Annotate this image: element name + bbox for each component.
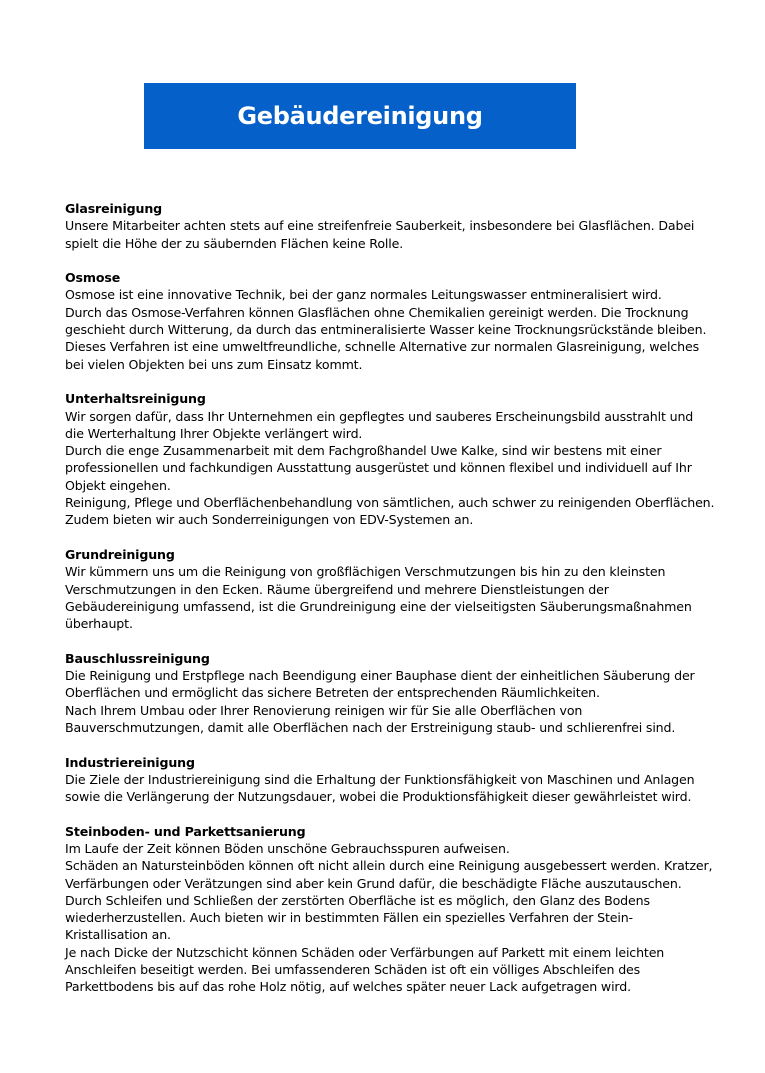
paragraph: Unsere Mitarbeiter achten stets auf eine streifenfreie Sauberkeit, insbesondere bei Glasflächen. Dabei spielt die Höhe der zu säubernden Flächen keine Rolle.: [65, 218, 695, 251]
page-title: Gebäudereinigung: [237, 102, 483, 130]
paragraph: Je nach Dicke der Nutzschicht können Schäden oder Verfärbungen auf Parkett mit einem leichten Anschleifen beseitigt werden. Bei umfassenderen Schäden ist oft ein völliges Abschleifen des Parkettbodens bis auf das rohe Holz nötig, auf welches später neuer Lack aufgetragen wird.: [65, 944, 665, 995]
paragraph: Dieses Verfahren ist eine umweltfreundliche, schnelle Alternative zur normalen Glasreinigung, welches bei vielen Objekten bei uns zum Einsatz kommt.: [65, 339, 699, 372]
paragraph: Die Ziele der Industriereinigung sind die Erhaltung der Funktionsfähigkeit von Maschinen und Anlagen sowie die Verlängerung der Nutzungsdauer, wobei die Produktionsfähigkeit dieser gewährleistet wird.: [65, 771, 695, 805]
section-heading: Industriereinigung: [65, 754, 195, 770]
paragraph: Wir kümmern uns um die Reinigung von großflächigen Verschmutzungen bis hin zu den kleinsten Verschmutzungen in den Ecken. Räume übergreifend und mehrere Dienstleistungen der Gebäudereinigung umfassend, ist die Grundreinigung eine der vielseitigsten Säuberungsmaßnahmen überhaupt.: [65, 564, 692, 632]
section-unterhaltsreinigung: [65, 390, 715, 528]
paragraph: Durch das Osmose-Verfahren können Glasflächen ohne Chemikalien gereinigt werden. Die Trocknung geschieht durch Witterung, da durch das entmineralisierte Wasser keine Trocknungsrückstände bleiben.: [65, 304, 707, 338]
paragraph: Die Reinigung und Erstpflege nach Beendigung einer Bauphase dient der einheitlichen Säuberung der Oberflächen und ermöglicht das sichere Betreten der entsprechenden Räumlichkeiten.: [65, 668, 695, 701]
paragraph: Nach Ihrem Umbau oder Ihrer Renovierung reinigen wir für Sie alle Oberflächen von Bauverschmutzungen, damit alle Oberflächen nach der Erstreinigung staub- und schlierenfrei sind.: [65, 702, 676, 735]
section-heading: Osmose: [65, 270, 121, 286]
section-heading: Steinboden- und Parkettsanierung: [65, 823, 306, 839]
paragraph: Zudem bieten wir auch Sonderreinigungen von EDV-Systemen an.: [65, 512, 474, 528]
section-heading: Glasreinigung: [65, 201, 163, 216]
section-grundreinigung: [65, 546, 715, 632]
document-body: [65, 200, 715, 1013]
paragraph: Reinigung, Pflege und Oberflächenbehandlung von sämtlichen, auch schwer zu reinigenden Oberflächen.: [65, 495, 715, 511]
section-steinboden-parkettsanierung: [65, 823, 715, 996]
paragraph: Durch Schleifen und Schließen der zerstörten Oberfläche ist es möglich, den Glanz des Bodens wiederherzustellen. Auch bieten wir in bestimmten Fällen ein spezielles Verfahren der Stein-Kristallisation an.: [65, 892, 650, 943]
section-heading: Grundreinigung: [65, 546, 175, 562]
paragraph: Wir sorgen dafür, dass Ihr Unternehmen ein gepflegtes und sauberes Erscheinungsbild ausstrahlt und die Werterhaltung Ihrer Objekte verlängert wird.: [65, 408, 694, 441]
title-banner: [144, 83, 576, 149]
section-osmose: [65, 269, 715, 373]
paragraph: Im Laufe der Zeit können Böden unschöne Gebrauchsspuren aufweisen.: [65, 840, 510, 856]
section-bauschlussreinigung: [65, 650, 715, 736]
paragraph: Schäden an Natursteinböden können oft nicht allein durch eine Reinigung ausgebessert werden. Kratzer, Verfärbungen oder Verätzungen sind aber kein Grund dafür, die beschädigte Fläche auszutauschen.: [65, 858, 713, 891]
paragraph: Durch die enge Zusammenarbeit mit dem Fachgroßhandel Uwe Kalke, sind wir bestens mit einer professionellen und fachkundigen Ausstattung ausgerüstet und können flexibel und individuell auf Ihr Objekt eingehen.: [65, 443, 692, 493]
paragraph: Osmose ist eine innovative Technik, bei der ganz normales Leitungswasser entmineralisiert wird.: [65, 287, 662, 303]
section-industriereinigung: [65, 754, 715, 806]
section-heading: Bauschlussreinigung: [65, 650, 210, 666]
section-glasreinigung: [65, 200, 715, 252]
section-heading: Unterhaltsreinigung: [65, 391, 206, 407]
